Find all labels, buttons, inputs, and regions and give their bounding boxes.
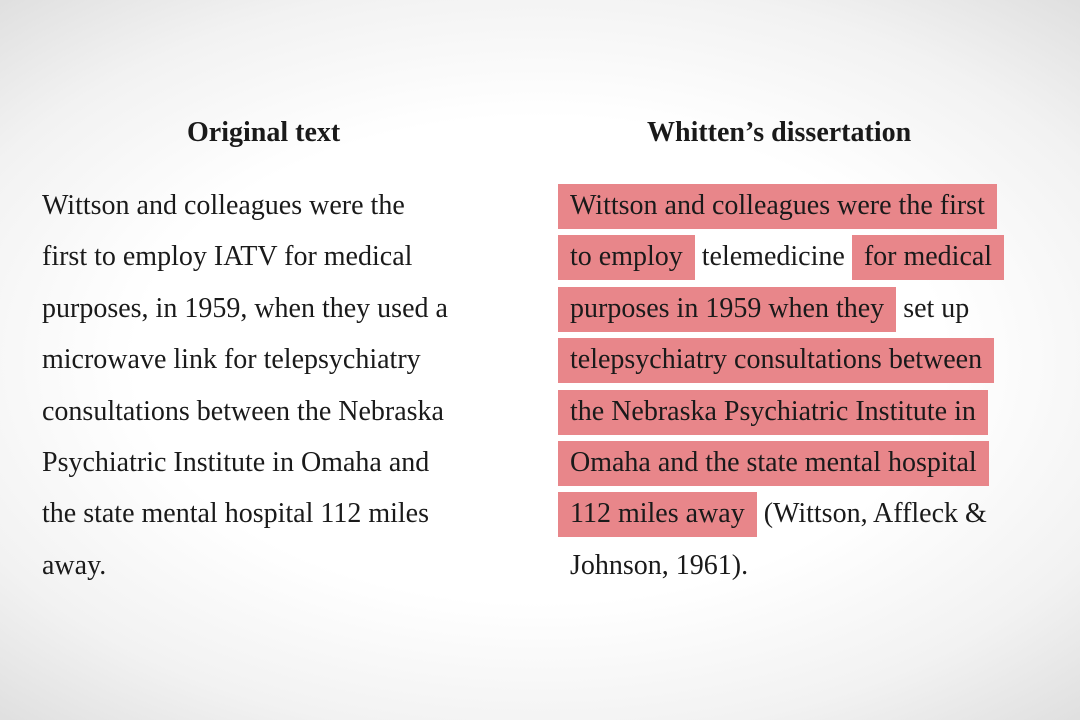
- dissertation-heading: Whitten’s dissertation: [647, 117, 912, 148]
- original-wording: set up: [896, 292, 970, 324]
- copied-text-highlight: the Nebraska Psychiatric Institute in: [558, 390, 988, 435]
- original-text-line: microwave link for telepsychiatry: [42, 344, 421, 376]
- dissertation-line: [558, 231, 1058, 282]
- copied-text-highlight: Wittson and colleagues were the first: [558, 184, 997, 229]
- original-text-line: Wittson and colleagues were the: [42, 190, 405, 221]
- copied-text-highlight: 112 miles away: [558, 492, 757, 537]
- original-text-heading: Original text: [187, 117, 341, 148]
- dissertation-line: [558, 488, 1058, 539]
- copied-text-highlight: to employ: [558, 235, 695, 280]
- original-wording: Johnson, 1961).: [570, 549, 749, 581]
- dissertation-line: [558, 386, 1058, 437]
- dissertation-passage: [558, 180, 1058, 591]
- copied-text-highlight: Omaha and the state mental hospital: [558, 441, 989, 486]
- dissertation-line: [558, 283, 1058, 334]
- original-text-line: Psychiatric Institute in Omaha and: [42, 447, 430, 479]
- original-text-line: the state mental hospital 112 miles: [42, 498, 429, 530]
- original-text-line: first to employ IATV for medical: [42, 241, 413, 273]
- original-text-line: purposes, in 1959, when they used a: [42, 292, 448, 324]
- copied-text-highlight: purposes in 1959 when they: [558, 287, 896, 332]
- original-text-line: consultations between the Nebraska: [42, 395, 444, 427]
- original-text-passage: [42, 180, 522, 591]
- copied-text-highlight: for medical: [852, 235, 1004, 280]
- dissertation-line: [558, 180, 1058, 231]
- original-text-line: away.: [42, 549, 107, 581]
- dissertation-line: [558, 334, 1058, 385]
- dissertation-line: [558, 437, 1058, 488]
- original-wording: (Wittson, Affleck &: [756, 498, 987, 530]
- copied-text-highlight: telepsychiatry consultations between: [558, 338, 994, 383]
- dissertation-line: [558, 540, 1058, 591]
- original-wording: telemedicine: [694, 241, 852, 273]
